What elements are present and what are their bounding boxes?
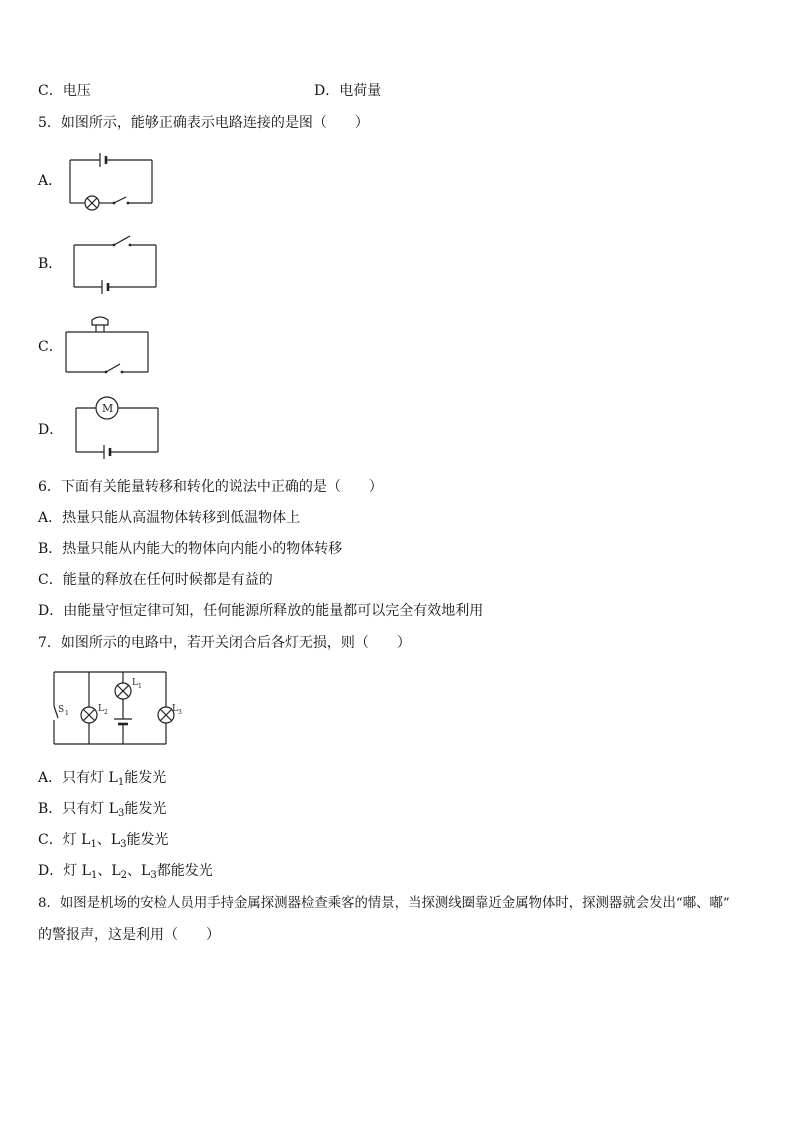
q7-a-sub: 1 xyxy=(117,777,125,788)
option-c-voltage: C．电压 xyxy=(38,83,91,99)
q7-d-sub2: 2 xyxy=(120,870,128,881)
q5-label-a: A． xyxy=(38,173,63,189)
q6-option-a: A．热量只能从高温物体转移到低温物体上 xyxy=(38,510,301,526)
motor-letter: M xyxy=(102,402,114,415)
q5-label-c: C． xyxy=(38,339,63,355)
q6-option-c: C．能量的释放在任何时候都是有益的 xyxy=(38,572,273,588)
label-l1: L xyxy=(132,678,138,688)
q5-circuit-c xyxy=(62,314,154,380)
q7-c-post: 能发光 xyxy=(126,832,169,848)
label-s1: S xyxy=(58,705,65,715)
q7-option-d xyxy=(38,862,213,885)
q7-c-sub2: 3 xyxy=(120,839,127,850)
label-l3: L xyxy=(172,704,178,714)
q7-b-sub: 3 xyxy=(118,808,125,819)
label-s1-sub: 1 xyxy=(65,710,69,717)
label-l2-sub: 2 xyxy=(104,709,108,716)
q7-d-sub1: 1 xyxy=(90,870,98,881)
q6-option-d: D．由能量守恒定律可知，任何能源所释放的能量都可以完全有效地利用 xyxy=(38,603,484,619)
question-5-stem: 5．如图所示，能够正确表示电路连接的是图（ ） xyxy=(38,115,369,131)
label-l1-sub: 1 xyxy=(138,683,142,690)
q7-option-b xyxy=(38,800,166,823)
q5-circuit-d xyxy=(72,396,164,468)
q7-c-text: C．灯 L xyxy=(38,832,91,848)
q7-d-text: D．灯 L xyxy=(38,863,91,879)
q5-label-d: D． xyxy=(38,422,64,438)
question-8-line-1: 8．如图是机场的安检人员用手持金属探测器检查乘客的情景，当探测线圈靠近金属物体时，探测器就会发出“嘟、嘟” xyxy=(38,896,730,911)
q7-d-sub3: 3 xyxy=(150,870,157,881)
q7-c-mid: 、L xyxy=(96,832,121,848)
q7-circuit xyxy=(50,668,190,752)
q7-a-text: A．只有灯 L xyxy=(38,770,118,786)
q5-circuit-a xyxy=(66,150,166,216)
question-7-stem: 7．如图所示的电路中，若开关闭合后各灯无损，则（ ） xyxy=(38,635,411,651)
q6-option-b: B．热量只能从内能大的物体向内能小的物体转移 xyxy=(38,541,343,557)
question-8-line-2: 的警报声，这是利用（ ） xyxy=(38,927,220,943)
question-6-stem: 6．下面有关能量转移和转化的说法中正确的是（ ） xyxy=(38,479,383,495)
q7-b-text: B．只有灯 L xyxy=(38,801,119,817)
q7-d-mid1: 、L xyxy=(97,863,121,879)
label-l2: L xyxy=(98,704,104,714)
option-d-charge: D．电荷量 xyxy=(314,83,382,99)
q7-option-a xyxy=(38,769,166,792)
q5-circuit-b xyxy=(70,232,160,300)
q7-d-post: 都能发光 xyxy=(156,863,213,879)
q7-a-post: 能发光 xyxy=(124,770,167,786)
q7-d-mid2: 、L xyxy=(127,863,151,879)
label-l3-sub: 3 xyxy=(178,709,182,716)
q5-label-b: B． xyxy=(38,256,63,272)
q7-b-post: 能发光 xyxy=(124,801,167,817)
q7-c-sub1: 1 xyxy=(90,839,97,850)
q7-option-c xyxy=(38,831,169,854)
